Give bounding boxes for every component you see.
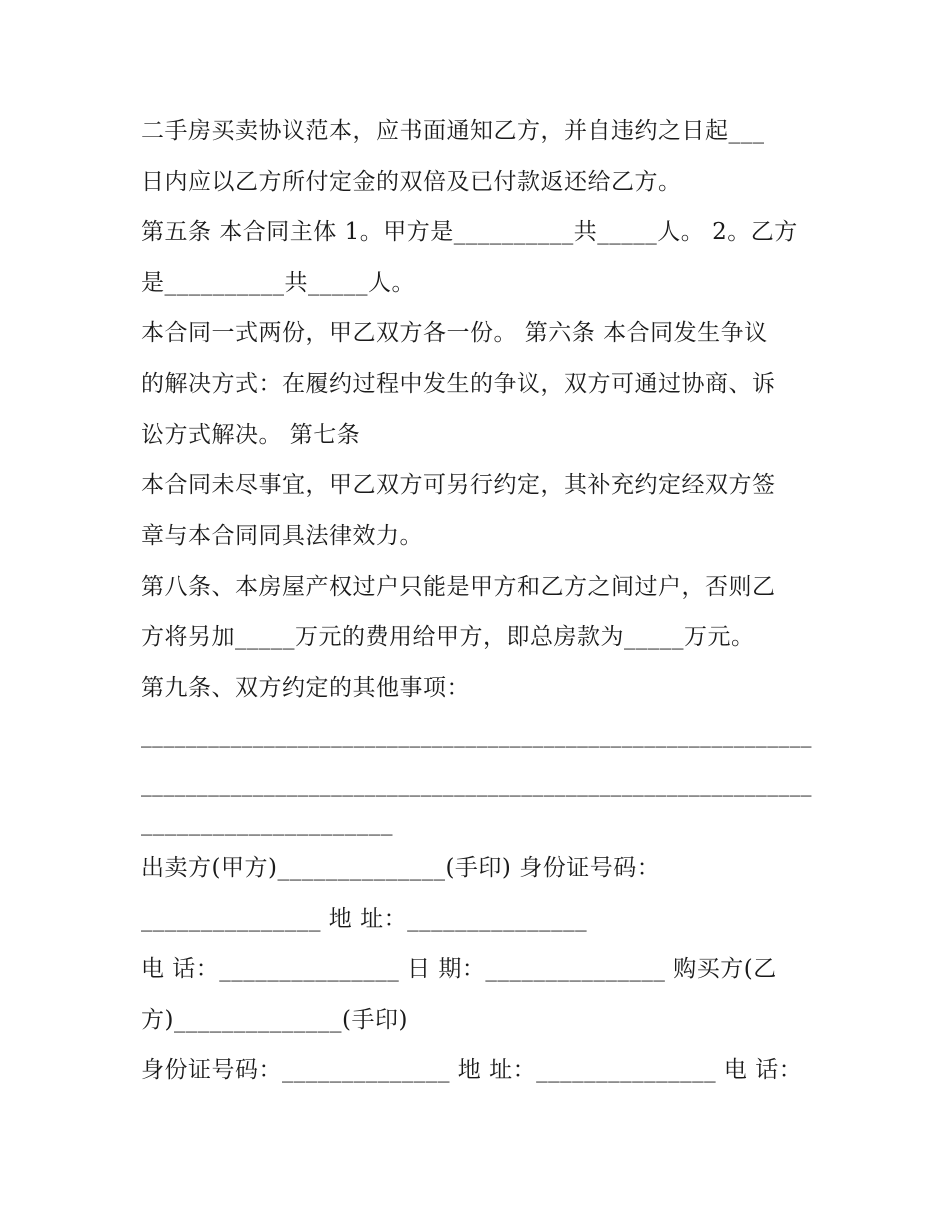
text-line: 第五条 本合同主体 1。甲方是__________共_____人。 2。乙方: [141, 219, 798, 245]
text-line: 日内应以乙方所付定金的双倍及已付款返还给乙方。: [141, 169, 682, 195]
text-line: 讼方式解决。 第七条: [141, 422, 361, 448]
text-line: 身份证号码：______________ 地 址：_______________ 电 话：: [141, 1057, 803, 1083]
text-line: 的解决方式：在履约过程中发生的争议，双方可通过协商、诉: [141, 371, 776, 397]
text-line: 方)______________(手印): [141, 1007, 408, 1033]
text-line: 第八条、本房屋产权过户只能是甲方和乙方之间过户，否则乙: [141, 574, 776, 600]
text-line: 本合同一式两份，甲乙双方各一份。 第六条 本合同发生争议: [141, 320, 768, 346]
text-line: _______________ 地 址：_______________: [141, 906, 588, 932]
text-line: 章与本合同同具法律效力。: [141, 523, 423, 549]
text-line: 本合同未尽事宜，甲乙双方可另行约定，其补充约定经双方签: [141, 472, 776, 498]
text-line: 是__________共_____人。: [141, 270, 415, 296]
text-line: 第九条、双方约定的其他事项：: [141, 675, 470, 701]
text-line: 方将另加_____万元的费用给甲方，即总房款为_____万元。: [141, 624, 755, 650]
text-line: 出卖方(甲方)______________(手印) 身份证号码：: [141, 855, 661, 881]
text-line: 电 话：_______________ 日 期：_______________ 购买方(乙: [141, 956, 777, 982]
blank-line: ____________________________________________________________: [141, 722, 812, 748]
blank-line: _____________________: [141, 810, 393, 836]
text-line: 二手房买卖协议范本，应书面通知乙方，并自违约之日起___: [141, 118, 765, 144]
blank-line: ____________________________________________________________: [141, 771, 812, 797]
